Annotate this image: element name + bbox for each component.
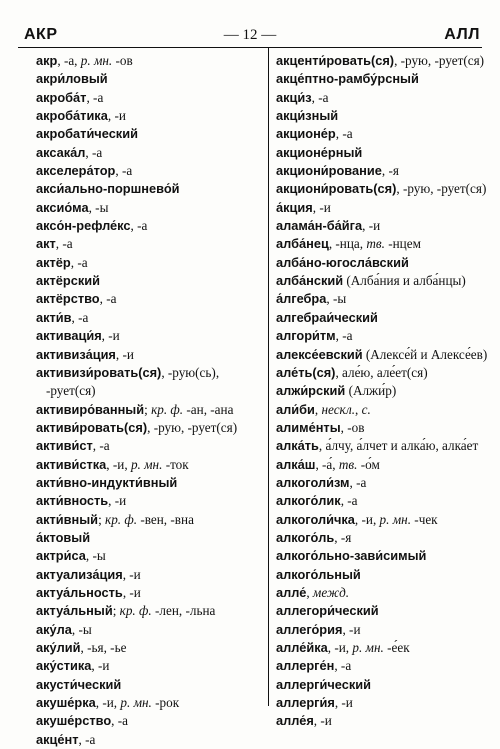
grammar-note: , -а xyxy=(111,713,128,729)
headword: актри́са xyxy=(36,548,86,564)
headword: алкого́льный xyxy=(276,566,361,582)
headword: але́ть(ся) xyxy=(276,364,336,380)
headword: акроба́тика xyxy=(36,108,108,124)
dictionary-entry xyxy=(276,566,486,584)
dictionary-entry xyxy=(276,364,486,382)
dictionary-entry xyxy=(276,199,486,217)
headword: алба́нский xyxy=(276,273,344,289)
dictionary-entry xyxy=(276,639,486,657)
grammar-note: , -а xyxy=(340,493,358,509)
dictionary-entry xyxy=(276,547,486,565)
headword: актуализа́ция xyxy=(36,566,123,582)
headword: аксио́ма xyxy=(36,199,89,215)
grammar-note: , -я xyxy=(381,163,399,179)
grammar-note: , -нца, тв. -нцем xyxy=(328,236,421,252)
headword: актёрство xyxy=(36,291,100,307)
headword: активаци́я xyxy=(36,328,102,344)
grammar-note: , -и, р. мн. -чек xyxy=(354,511,438,527)
dictionary-entry xyxy=(36,456,262,474)
headword: алкоголи́чка xyxy=(276,511,355,527)
dictionary-entry xyxy=(276,602,486,620)
dictionary-entry xyxy=(36,107,262,125)
dictionary-entry xyxy=(276,235,486,253)
dictionary-entry xyxy=(276,217,486,235)
grammar-note: , -ы xyxy=(71,621,92,637)
headword: аксо́н-рефле́кс xyxy=(36,218,131,234)
grammar-note: , -а xyxy=(86,89,104,105)
grammar-note: , -и xyxy=(312,199,331,215)
grammar-note: (Алжи́р) xyxy=(345,383,397,399)
headword: а́кция xyxy=(276,199,313,215)
grammar-note: , -и xyxy=(362,218,381,234)
headword: аллерги́ческий xyxy=(276,676,371,692)
grammar-note: , -и xyxy=(101,328,120,344)
dictionary-entry xyxy=(36,419,262,437)
dictionary-entry xyxy=(36,474,262,492)
headword: актёр xyxy=(36,254,71,270)
header-rule xyxy=(18,47,482,48)
headword: акуше́рство xyxy=(36,713,112,729)
headword: алама́н-ба́йга xyxy=(276,218,363,234)
headword: алле́йка xyxy=(276,640,328,655)
grammar-note: (Алба́ния и алба́нцы) xyxy=(343,273,466,289)
grammar-note: (Алексе́й и Алексе́ев) xyxy=(362,346,488,362)
grammar-note: , -и xyxy=(107,108,126,124)
dictionary-entry xyxy=(36,712,262,730)
dictionary-entry xyxy=(276,694,486,712)
headword: акси́ально-поршнево́й xyxy=(36,181,180,197)
dictionary-entry xyxy=(36,346,262,364)
headword: аку́стика xyxy=(36,658,92,674)
headword: активи́стка xyxy=(36,456,107,472)
grammar-note: , -а xyxy=(71,309,89,325)
headword: аллерге́н xyxy=(276,658,335,674)
page-number: — 12 — xyxy=(223,27,277,43)
dictionary-entry xyxy=(36,364,262,401)
dictionary-entry xyxy=(276,712,486,730)
dictionary-entry xyxy=(36,621,262,639)
grammar-note: , -и xyxy=(342,621,361,637)
headword: акри́ловый xyxy=(36,71,108,87)
right-column xyxy=(276,52,486,731)
grammar-note: , -я xyxy=(334,529,352,545)
dictionary-entry xyxy=(36,235,262,253)
grammar-note: , -а xyxy=(78,731,96,747)
grammar-note: , -а xyxy=(130,218,148,234)
dictionary-entry xyxy=(276,254,486,272)
grammar-note: ; кр. ф. -ан, -ана xyxy=(144,401,234,417)
left-guide-word: АКР xyxy=(24,26,58,43)
headword: алгебраи́ческий xyxy=(276,309,378,325)
dictionary-entry xyxy=(36,52,262,70)
dictionary-entry xyxy=(36,144,262,162)
grammar-note: , -ов xyxy=(340,419,365,435)
headword: аку́ла xyxy=(36,621,72,637)
grammar-note: , -а xyxy=(99,291,117,307)
headword: акце́птно-рамбу́рсный xyxy=(276,71,419,87)
dictionary-entry xyxy=(276,290,486,308)
dictionary-entry xyxy=(276,437,486,455)
grammar-note: , -а xyxy=(70,254,88,270)
headword: актуа́льный xyxy=(36,603,113,619)
dictionary-entry xyxy=(36,511,262,529)
grammar-note: , -ы xyxy=(326,291,347,307)
headword: акционе́р xyxy=(276,126,336,142)
grammar-note: , -а xyxy=(311,89,329,105)
headword: акр xyxy=(36,53,58,68)
dictionary-entry xyxy=(36,180,262,198)
headword: акроба́т xyxy=(36,89,87,105)
headword: акциони́рование xyxy=(276,163,382,179)
dictionary-entry xyxy=(276,676,486,694)
dictionary-entry xyxy=(36,401,262,419)
grammar-note: , -ья, -ье xyxy=(80,640,127,655)
dictionary-entry xyxy=(36,566,262,584)
dictionary-entry xyxy=(276,456,486,474)
dictionary-entry xyxy=(36,657,262,675)
dictionary-entry xyxy=(276,52,486,70)
grammar-note: , -рую(сь), -рует(ся) xyxy=(46,364,220,399)
grammar-note: , -а xyxy=(349,474,367,490)
grammar-note: , -а́, тв. -о́м xyxy=(315,456,380,472)
headword: алиме́нты xyxy=(276,419,341,435)
grammar-note: , -и xyxy=(108,493,127,509)
headword: алба́нец xyxy=(276,236,329,252)
grammar-note: , -и xyxy=(91,658,110,674)
dictionary-entry xyxy=(276,584,486,602)
headword: актуа́льность xyxy=(36,584,123,600)
dictionary-entry xyxy=(36,89,262,107)
dictionary-entry xyxy=(276,309,486,327)
dictionary-entry xyxy=(276,621,486,639)
right-guide-word: АЛЛ xyxy=(444,26,480,43)
grammar-note: , -и xyxy=(122,566,141,582)
headword: алле́я xyxy=(276,713,314,729)
dictionary-entry xyxy=(36,492,262,510)
headword: акценти́ровать(ся) xyxy=(276,53,395,68)
dictionary-entry xyxy=(276,346,486,364)
dictionary-entry xyxy=(36,254,262,272)
dictionary-entry xyxy=(36,309,262,327)
grammar-note: , -а xyxy=(335,328,353,344)
dictionary-entry xyxy=(36,437,262,455)
headword: али́би xyxy=(276,401,315,417)
headword: акционе́рный xyxy=(276,144,363,160)
headword: алексе́евский xyxy=(276,346,363,362)
left-column xyxy=(36,52,262,749)
grammar-note: , -а xyxy=(55,236,73,252)
headword: алкого́льно-зави́симый xyxy=(276,548,427,564)
dictionary-entry xyxy=(36,199,262,217)
headword: а́ктовый xyxy=(36,529,91,545)
grammar-note: , -и, р. мн. -рок xyxy=(95,695,180,711)
dictionary-entry xyxy=(276,474,486,492)
headword: акселера́тор xyxy=(36,163,116,179)
headword: акусти́ческий xyxy=(36,676,122,692)
headword: аллерги́я xyxy=(276,695,335,711)
dictionary-entry xyxy=(276,125,486,143)
dictionary-entry xyxy=(36,70,262,88)
headword: алка́ть xyxy=(276,438,319,454)
dictionary-entry xyxy=(36,162,262,180)
dictionary-entry xyxy=(276,492,486,510)
grammar-note: , -и, р. мн. -е́ек xyxy=(327,640,410,655)
headword: акти́вность xyxy=(36,493,109,509)
dictionary-entry xyxy=(36,529,262,547)
grammar-note: , але́ю, але́ет(ся) xyxy=(335,364,428,380)
grammar-note: , межд. xyxy=(306,584,350,600)
headword: аку́лий xyxy=(36,640,81,655)
column-divider xyxy=(268,48,269,706)
headword: алкого́ль xyxy=(276,529,335,545)
grammar-note: , -а xyxy=(335,126,353,142)
dictionary-entry xyxy=(276,382,486,400)
headword: аллего́рия xyxy=(276,621,343,637)
dictionary-entry xyxy=(276,657,486,675)
headword: аллегори́ческий xyxy=(276,603,379,619)
headword: акци́зный xyxy=(276,108,339,124)
headword: актёрский xyxy=(36,273,100,289)
dictionary-entry xyxy=(36,694,262,712)
dictionary-entry xyxy=(36,327,262,345)
headword: акробати́ческий xyxy=(36,126,138,142)
grammar-note: , а́лчу, а́лчет и алка́ю, алка́ет xyxy=(318,438,479,454)
dictionary-entry xyxy=(276,180,486,198)
headword: алкоголи́зм xyxy=(276,474,350,490)
headword: а́лгебра xyxy=(276,291,327,307)
dictionary-entry xyxy=(36,290,262,308)
dictionary-entry xyxy=(36,125,262,143)
grammar-note: , -а xyxy=(92,438,110,454)
headword: алкого́лик xyxy=(276,493,341,509)
headword: акти́вно-индукти́вный xyxy=(36,474,178,490)
grammar-note: ; кр. ф. -лен, -льна xyxy=(112,603,216,619)
grammar-note: , -и, р. мн. -ток xyxy=(106,456,189,472)
headword: алка́ш xyxy=(276,456,316,472)
page-header xyxy=(18,26,482,46)
grammar-note: , -а, р. мн. -ов xyxy=(57,53,133,68)
headword: активизи́ровать(ся) xyxy=(36,364,162,380)
dictionary-entry xyxy=(276,144,486,162)
headword: акциони́ровать(ся) xyxy=(276,181,397,197)
headword: алгори́тм xyxy=(276,328,336,344)
headword: акуше́рка xyxy=(36,695,96,711)
grammar-note: , -и xyxy=(313,713,332,729)
dictionary-entry xyxy=(276,70,486,88)
headword: акти́в xyxy=(36,309,72,325)
dictionary-entry xyxy=(36,639,262,657)
dictionary-entry xyxy=(36,602,262,620)
grammar-note: , -а xyxy=(115,163,133,179)
headword: алле́ xyxy=(276,584,307,600)
dictionary-entry xyxy=(276,162,486,180)
grammar-note: , -и xyxy=(115,346,134,362)
dictionary-entry xyxy=(276,511,486,529)
dictionary-entry xyxy=(276,401,486,419)
dictionary-entry xyxy=(36,731,262,749)
dictionary-entry xyxy=(36,272,262,290)
headword: акти́вный xyxy=(36,511,99,527)
dictionary-entry xyxy=(36,584,262,602)
dictionary-entry xyxy=(36,547,262,565)
dictionary-entry xyxy=(36,217,262,235)
headword: акци́з xyxy=(276,89,312,105)
dictionary-entry xyxy=(276,107,486,125)
dictionary-entry xyxy=(276,327,486,345)
headword: аксака́л xyxy=(36,144,86,160)
grammar-note: , -и xyxy=(122,584,141,600)
dictionary-entry xyxy=(276,529,486,547)
grammar-note: , -рую, -рует(ся) xyxy=(394,53,485,68)
dictionary-entry xyxy=(276,419,486,437)
headword: активи́ровать(ся) xyxy=(36,419,148,435)
grammar-note: , -а xyxy=(85,144,103,160)
headword: акце́нт xyxy=(36,731,79,747)
grammar-note: , -и xyxy=(334,695,353,711)
headword: акт xyxy=(36,236,56,252)
grammar-note: , нескл., с. xyxy=(314,401,371,417)
headword: алжи́рский xyxy=(276,383,346,399)
dictionary-entry xyxy=(276,89,486,107)
headword: алба́но-югосла́вский xyxy=(276,254,409,270)
grammar-note: , -рую, -рует(ся) xyxy=(147,419,238,435)
headword: активи́ст xyxy=(36,438,93,454)
grammar-note: , -ы xyxy=(88,199,109,215)
grammar-note: , -рую, -рует(ся) xyxy=(396,181,487,197)
dictionary-entry xyxy=(276,272,486,290)
grammar-note: , -а xyxy=(334,658,352,674)
headword: активиза́ция xyxy=(36,346,116,362)
grammar-note: , -ы xyxy=(85,548,106,564)
grammar-note: ; кр. ф. -вен, -вна xyxy=(98,511,194,527)
dictionary-entry xyxy=(36,676,262,694)
headword: активиро́ванный xyxy=(36,401,145,417)
